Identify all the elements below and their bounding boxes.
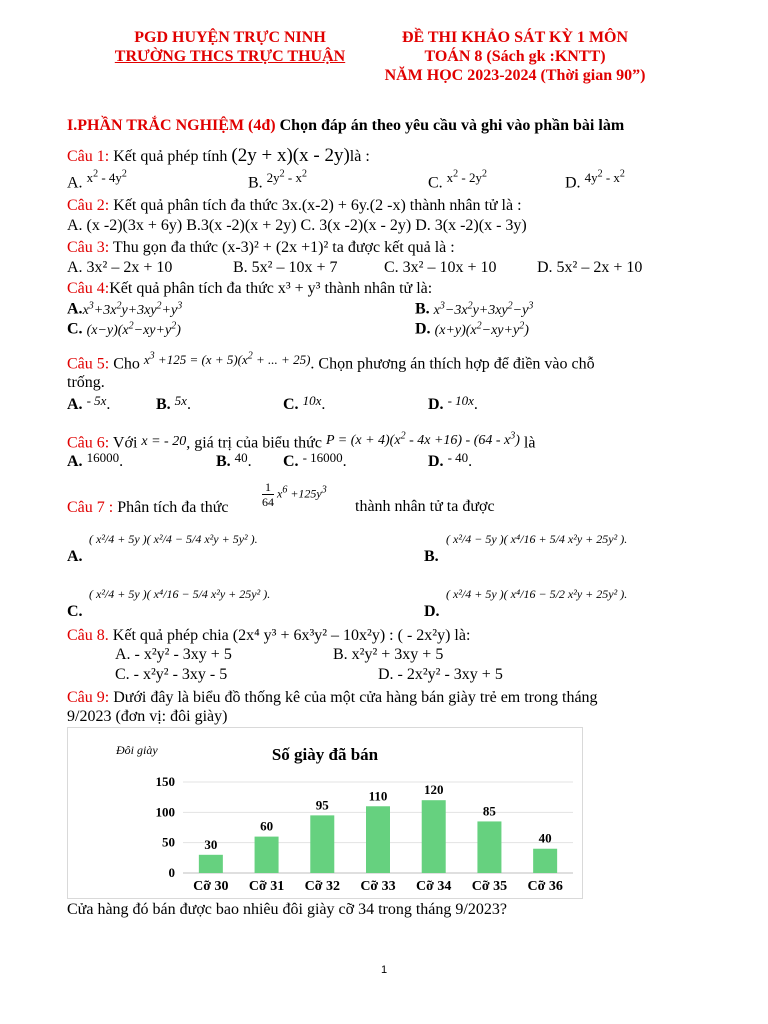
option-letter: C. [67,320,83,338]
q8-option-c[interactable]: C. - x²y² - 3xy - 5 [115,666,228,683]
q1-label: Câu 1: [67,148,110,165]
option-letter: B. [248,174,263,192]
q6-option-a[interactable]: A. $^{16000}$. [67,450,124,470]
chart-bars [199,800,557,873]
q1-option-b[interactable]: B. $^{2y^2 - x^2}$ [248,169,308,192]
x-tick-label: Cỡ 35 [471,879,508,894]
exam-title: ĐỀ THI KHẢO SÁT KỲ 1 MÔN [401,29,629,46]
chart-title: Số giày đã bán [271,745,379,764]
option-letter: D. [565,174,581,192]
option-letter: D. [428,396,444,413]
data-label: 60 [260,818,274,834]
bar [366,806,390,873]
bar [533,849,557,873]
q8-option-b[interactable]: B. x²y² + 3xy + 5 [333,646,444,663]
q1-tail: là : [349,148,370,165]
q2-options: A. (x -2)(3x + 6y) B.3(x -2)(x + 2y) C. 3(x -2)(x - 2y) D. 3(x -2)(x - 3y) [67,217,527,234]
shoe-sales-chart [67,727,583,899]
q2-label: Câu 2: [67,197,110,214]
x-tick-label: Cỡ 33 [360,879,396,894]
q1-expr: (2y + x)(x - 2y) [231,145,350,166]
option-letter: C. [283,396,299,413]
option-letter: A. [67,396,83,413]
data-label: 30 [204,836,218,852]
q8-label: Câu 8. [67,627,109,644]
y-tick-label: 0 [168,865,175,880]
q8-text: Kết quả phép chia (2x⁴ y³ + 6x³y² – 10x²y) : ( - 2x²y) là: [108,627,471,644]
q6-option-c[interactable]: C. $^{- 16000}$. [283,450,347,470]
q9-text: Dưới đây là biểu đồ thống kê của một cửa hàng bán giày trẻ em trong tháng [109,689,598,706]
q5-tail: . Chọn phương án thích hợp để điền vào chỗ [310,355,595,373]
bar [255,837,279,873]
question-9 [67,688,688,707]
question-2 [67,196,688,215]
chart-yticks [156,774,176,880]
question-1 [67,146,688,166]
option-letter: B. [424,548,439,565]
section-heading [67,116,688,135]
x-tick-label: Cỡ 30 [193,879,229,894]
q6-text: Với [109,434,138,452]
q9-text2: 9/2023 (đơn vị: đôi giày) [67,708,228,725]
page-number: 1 [380,964,388,976]
q5-option-c[interactable]: C. $^{10x}$. [283,393,326,413]
q7-label: Câu 7 : [67,499,114,516]
q6-tail: là [523,434,536,452]
bar [199,855,223,873]
q1-option-d[interactable]: D. $^{4y^2 - x^2}$ [565,169,625,192]
q5-text: Cho [109,355,140,373]
q3-text: Thu gọn đa thức (x-3)² + (2x +1)² ta được kết quả là : [109,239,455,256]
q2-text: Kết quả phân tích đa thức 3x.(x-2) + 6y.(2 -x) thành nhân tử là : [109,197,522,214]
option-letter: C. [283,453,299,470]
q8-option-d[interactable]: D. - 2x²y² - 3xy + 5 [378,666,503,683]
x-tick-label: Cỡ 31 [248,879,285,894]
q9-question: Cửa hàng đó bán được bao nhiêu đôi giày cỡ 34 trong tháng 9/2023? [67,901,507,918]
q7-expression: $\frac{1}{64}$ $x^6 +125y^3$ [262,480,327,509]
exam-year: NĂM HỌC 2023-2024 (Thời gian 90”) [384,67,646,84]
bar [422,800,446,873]
option-letter: B. [156,396,171,413]
q3-option-c[interactable]: C. 3x² – 10x + 10 [384,259,497,276]
option-letter: B. [415,300,430,318]
exam-subject: TOÁN 8 (Sách gk :KNTT) [424,48,606,65]
q4-option-c[interactable]: C. $(x-y)(x^2-xy+y^2)$ [67,320,181,338]
data-label: 120 [423,782,444,798]
q6-label: Câu 6: [67,434,110,452]
option-letter: C. [428,174,443,192]
y-tick-label: 150 [155,774,175,789]
option-letter: B. [216,453,231,470]
q5-option-b[interactable]: B. $^{5x}$. [156,393,191,413]
data-label: 40 [538,830,552,846]
x-tick-label: Cỡ 32 [304,879,340,894]
q3-option-b[interactable]: B. 5x² – 10x + 7 [233,259,338,276]
option-letter: D. [428,453,444,470]
q4-option-d[interactable]: D. $(x+y)(x^2-xy+y^2)$ [415,320,529,338]
option-letter: A. [67,174,83,192]
option-letter: D. [415,320,431,338]
x-tick-label: Cỡ 34 [416,879,452,894]
q3-option-a[interactable]: A. 3x² – 2x + 10 [67,259,173,276]
q4-option-a[interactable]: $A.x^3+3x^2y+3xy^2+y^3$ [67,300,183,318]
y-tick-label: 50 [162,834,175,850]
q9-label: Câu 9: [67,689,110,706]
question-3 [67,238,688,257]
q3-option-d[interactable]: D. 5x² – 2x + 10 [537,259,643,276]
chart-xticks [193,879,563,894]
question-4 [67,279,688,298]
data-label: 110 [368,788,388,804]
y-tick-label: 100 [155,804,175,820]
q6-option-d[interactable]: D. $^{- 40}$. [428,450,473,470]
q7-text: Phân tích đa thức [113,499,229,516]
question-8 [67,626,688,645]
q4-option-b[interactable]: B. $x^3-3x^2y+3xy^2-y^3$ [415,300,534,318]
q5-option-d[interactable]: D. $^{- 10x}$. [428,393,478,413]
q1-option-a[interactable]: A. $^{x^2 - 4y^2}$ [67,169,127,192]
q3-label: Câu 3: [67,239,110,256]
option-letter: C. [67,603,83,620]
q6-mid: , giá trị của biểu thức [186,434,322,452]
q1-option-c[interactable]: C. $^{x^2 - 2y^2}$ [428,169,488,192]
data-label: 85 [482,803,496,819]
chart-svg [68,728,582,898]
question-6: Câu 6: Với x = - 20, giá trị của biểu thức $P = (x + 4)(x^2 - 4x +16) - (64 - x^3)$ là [67,430,536,452]
q4-label: Câu 4: [67,280,110,297]
x-tick-label: Cỡ 36 [527,879,563,894]
q4-text: Kết quả phân tích đa thức x³ + y³ thành nhân tử là: [109,280,433,297]
q6-option-b[interactable]: B. $^{40}$. [216,450,252,470]
bar [310,815,334,873]
school-district: PGD HUYỆN TRỰC NINH [134,29,326,46]
q8-option-a[interactable]: A. - x²y² - 3xy + 5 [115,646,232,663]
data-label: 95 [315,797,329,813]
bar [477,821,501,873]
question-5: Câu 5: Cho $^{x^3 +125 = (x + 5)(x^2 + ... + 25)}$. Chọn phương án thích hợp để điền vào chỗ [67,351,595,373]
q1-text: Kết quả phép tính [109,148,228,165]
q5-option-a[interactable]: A. $^{- 5x}$. [67,393,111,413]
q5-label: Câu 5: [67,355,110,373]
option-letter: A. [67,300,83,318]
option-letter: D. [424,603,440,620]
chart-ylabel: Đôi giày [116,743,158,757]
q5-tail2: trống. [67,374,105,391]
section-instruction: Chọn đáp án theo yêu cầu và ghi vào phần bài làm [275,117,625,134]
school-name: TRƯỜNG THCS TRỰC THUẬN [114,48,346,65]
option-letter: A. [67,548,83,565]
q7-tail: thành nhân tử ta được [355,498,495,515]
section-title: I.PHẦN TRẮC NGHIỆM (4đ) [67,117,276,134]
option-letter: A. [67,453,83,470]
